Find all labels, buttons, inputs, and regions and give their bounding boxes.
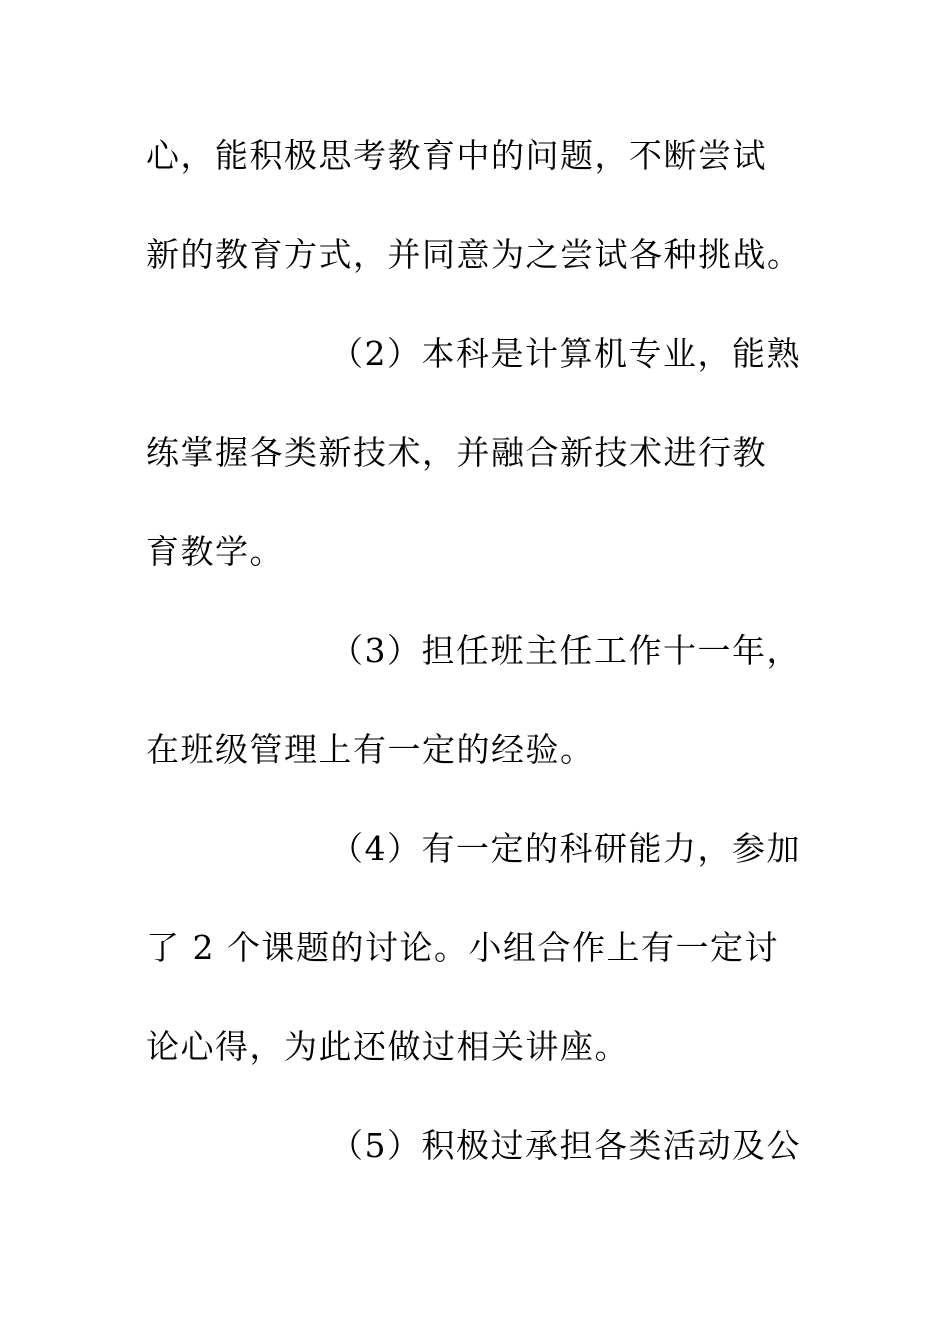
text-line-1: 心，能积极思考教育中的问题，不断尝试 [146,136,767,175]
text-line-9: 了 2 个课题的讨论。小组合作上有一定讨 [146,928,779,967]
list-item-2-start: （2）本科是计算机专业，能熟 [330,334,801,373]
text-line-4: 练掌握各类新技术，并融合新技术进行教 [146,433,767,472]
list-item-5-start: （5）积极过承担各类活动及公 [330,1126,801,1165]
text-line-10: 论心得，为此还做过相关讲座。 [146,1027,629,1066]
text-line-2: 新的教育方式，并同意为之尝试各种挑战。 [146,235,802,274]
text-line-5: 育教学。 [146,532,284,571]
list-item-3-start: （3）担任班主任工作十一年， [330,631,801,670]
text-line-7: 在班级管理上有一定的经验。 [146,730,595,769]
list-item-4-start: （4）有一定的科研能力，参加 [330,829,801,868]
